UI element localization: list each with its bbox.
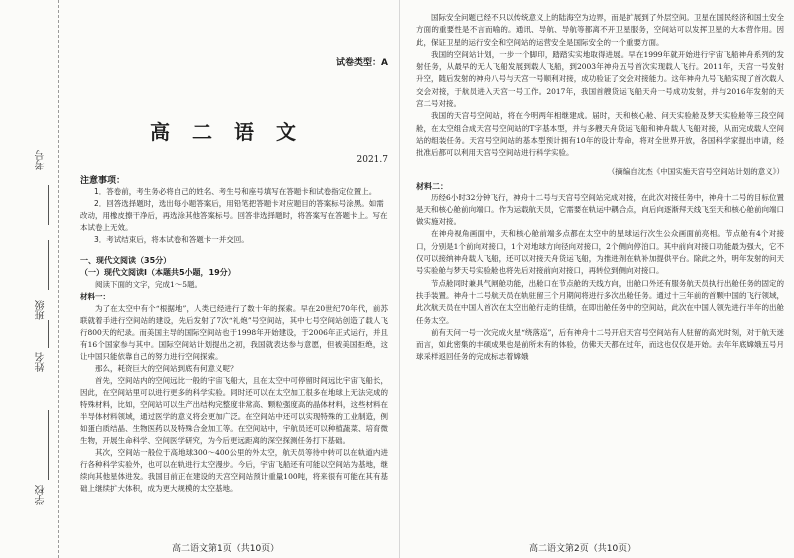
exam-date: 2021.7: [356, 155, 388, 165]
page-footer-right: 高二语文第2页（共10页）: [529, 544, 637, 554]
label-name: 姓名: [36, 352, 47, 372]
section-heading: 一、现代文阅读（35分）: [80, 256, 172, 265]
page-divider: [399, 0, 400, 558]
fill-line-id: [48, 185, 49, 225]
paragraph: 节点舱同时兼具气闸舱功能，出舱口在节点舱的天线方向，出舱口外还有服务航天员执行出舱任务的固定的扶手装置。神舟十二号航天员在轨驻留三个月期间将进行多次出舱任务。通过十三年前的首颗中国的飞行领域，此次航天员在中国人首次在太空出舱行走的佳绩，在即出舱任务中的空间站，此次在中国人领先进行半年的出舱任务太空。: [416, 278, 784, 325]
note-item: 2．回答选择题时，选出每小题答案后，用铅笔把答题卡对应题目的答案标号涂黑。如需改动，用橡皮擦干净后，再选涂其他答案标号。回答非选择题时，将答案写在答题卡上。写在本试卷上无效。: [80, 199, 388, 232]
instruction: 阅读下面的文字，完成1～5题。: [95, 280, 203, 289]
subsection-heading: （一）现代文阅读Ⅰ（本题共5小题，19分）: [80, 268, 236, 277]
paragraph: 国际安全问题已经不只以传统意义上的陆海空为边界，而是扩展到了外层空间。卫星在国民经济和国土安全方面的重要性是不言而喻的。通讯、导航、导航等都离不开卫星服务，空间站可以发挥卫星的大本营作用。因此，保证卫星的运行安全和空间站的运营安全是国际安全的一个重要方面。: [416, 13, 784, 47]
label-school: 学校: [36, 485, 47, 505]
label-class: 班级: [36, 300, 47, 320]
paragraph: 首先，空间站内的空间远比一般的宇宙飞船大，且在太空中可停留时间远比宇宙飞船长，因此，在空间站里可以进行更多的科学实验。同时还可以在太空加工很多在地球上无法完成的特殊材料，比如，空间站可以生产出结构完整度非常高、颗粒强度高的晶体材料，这些材料在半导体材料领域，通过医学的意义将会更加广泛。在空间站中还可以实现特殊的工业制造，例如蛋白质结晶、生物医药以及特殊合金加工等。在空间站中，宇航员还可以种植蔬菜、培育微生物，开展生命科学、空间医学研究，为今后更远距离的深空探测任务打下基础。: [80, 376, 388, 445]
paragraph: 其次，空间站一般位于高地球300～400公里的外太空，航天员等待中转可以在轨道内进行各种科学实验外，也可以在轨进行太空漫步。今后，宇宙飞船还有可能以空间站为基地，继续向其他星体进发。我国目前正在建设的天宫空间站预计重量100吨，将来很有可能在其有基础上继续扩大体积，成为更大规模的太空基地。: [80, 448, 388, 493]
label-exam-id: 考号: [36, 150, 47, 170]
page-footer-left: 高二语文第1页（共10页）: [172, 544, 280, 554]
source-citation: （摘编自沈杰《中国实施天宫号空间站计划的意义》）: [607, 166, 784, 176]
paragraph: 我国的天宫号空间站，将在今明两年相继建成。届时，天和核心舱、问天实验舱及梦天实验舱等三段空间舱，在太空组合成天宫号空间站的T字基本型，并与多艘天舟货运飞船和神舟载人飞船对接，从而完成载人空间站的组装任务。天宫号空间站的基本型预计拥有10年的设计寿命，将对全世界开放，各国科学家提出申请，经批准后都可以利用天宫号空间站进行科学实验。: [416, 111, 784, 158]
fill-line-name: [48, 320, 49, 348]
paragraph: 前有天问一号一次完成火星“绕落巡”，后有神舟十二号开启天宫号空间站有人驻留的高光时刻，对于航天迷而言，如此密集的丰硕成果也是前所未有的体验，仿佛天天都在过年，而这也仅仅是开始。去年年底嫦娥五号月球采样返回任务的完成标志着嫦娥: [416, 327, 784, 362]
binding-margin: [0, 0, 59, 558]
paragraph: 历经6小时32分钟飞行，神舟十二号与天宫号空间站完成对接，在此次对接任务中，神舟十二号的目标位置是天和核心舱前向端口。作为运载航天员，它需要在轨运中耦合点，向后向逐渐拜天线飞至天和核心舱前向端口做实施对接。: [416, 192, 784, 227]
material-label: 材料一：: [80, 292, 110, 301]
paragraph: 那么，耗资巨大的空间站到底有何意义呢？: [95, 364, 238, 373]
notes-title: 注意事项：: [80, 176, 126, 186]
paragraph: 在神舟视角画面中，天和核心舱前端多点都在太空中的星球运行次生公众画面前亮相。节点舱有4个对接口，分别是1个前向对接口，1个对地球方向径向对接口，2个侧向停泊口。其中前向对接口功能最为强大，它不仅可以接纳神舟载人飞船，还可以对接天舟货运飞船，为推进剂在轨补加提供平台。除此之外，明年发射的问天号实验舱与梦天号实验舱也将先后对接前向对接口，再转位到侧向对接口。: [416, 229, 784, 276]
paragraph: 我国的空间站计划，一步一个脚印，踏踏实实地取得进展。早在1999年就开始进行宇宙飞船神舟系列的发射任务，从最早的无人飞船发展到载人飞船，到2003年神舟五号首次实现载人飞行。2011年，天宫一号发射升空，随后发射的神舟八号与天宫一号顺利对接，成功验证了交会对接能力。这年神舟九号飞船实现了首次载人交会对接，于航员进入天宫一号工作。2017年，我国首艘货运飞船天舟一号成功发射，并与2016年发射的天宫二号对接。: [416, 49, 784, 109]
paragraph: 为了在太空中有个“根据地”，人类已经进行了数十年的探索。早在20世纪70年代，前苏联就着手进行空间站的建设，先后发射了7次“礼炮”号空间站，其中七号空间站创造了载人飞行800天的纪录。而美国主导的国际空间站也于1998年开始建设，于2006年正式运行，并且有16个国家参与其中。国际空间站计划提出之初，我国就表达参与意愿，但被美国拒绝，这让中国只能依靠自己的努力进行空间探索。: [80, 304, 388, 361]
fill-line-school: [48, 410, 49, 480]
right-page: [404, 0, 790, 558]
material-label: 材料二：: [416, 181, 448, 191]
note-item: 3．考试结束后，将本试卷和答题卡一并交回。: [94, 235, 249, 244]
page-title: 高二语文: [150, 120, 318, 144]
note-item: 1．答卷前，考生务必将自己的姓名、考生号和座号填写在答题卡和试卷指定位置上。: [94, 187, 377, 196]
left-page: [62, 0, 394, 558]
fill-line-class: [48, 240, 49, 290]
exam-type: 试卷类型：A: [336, 58, 388, 68]
